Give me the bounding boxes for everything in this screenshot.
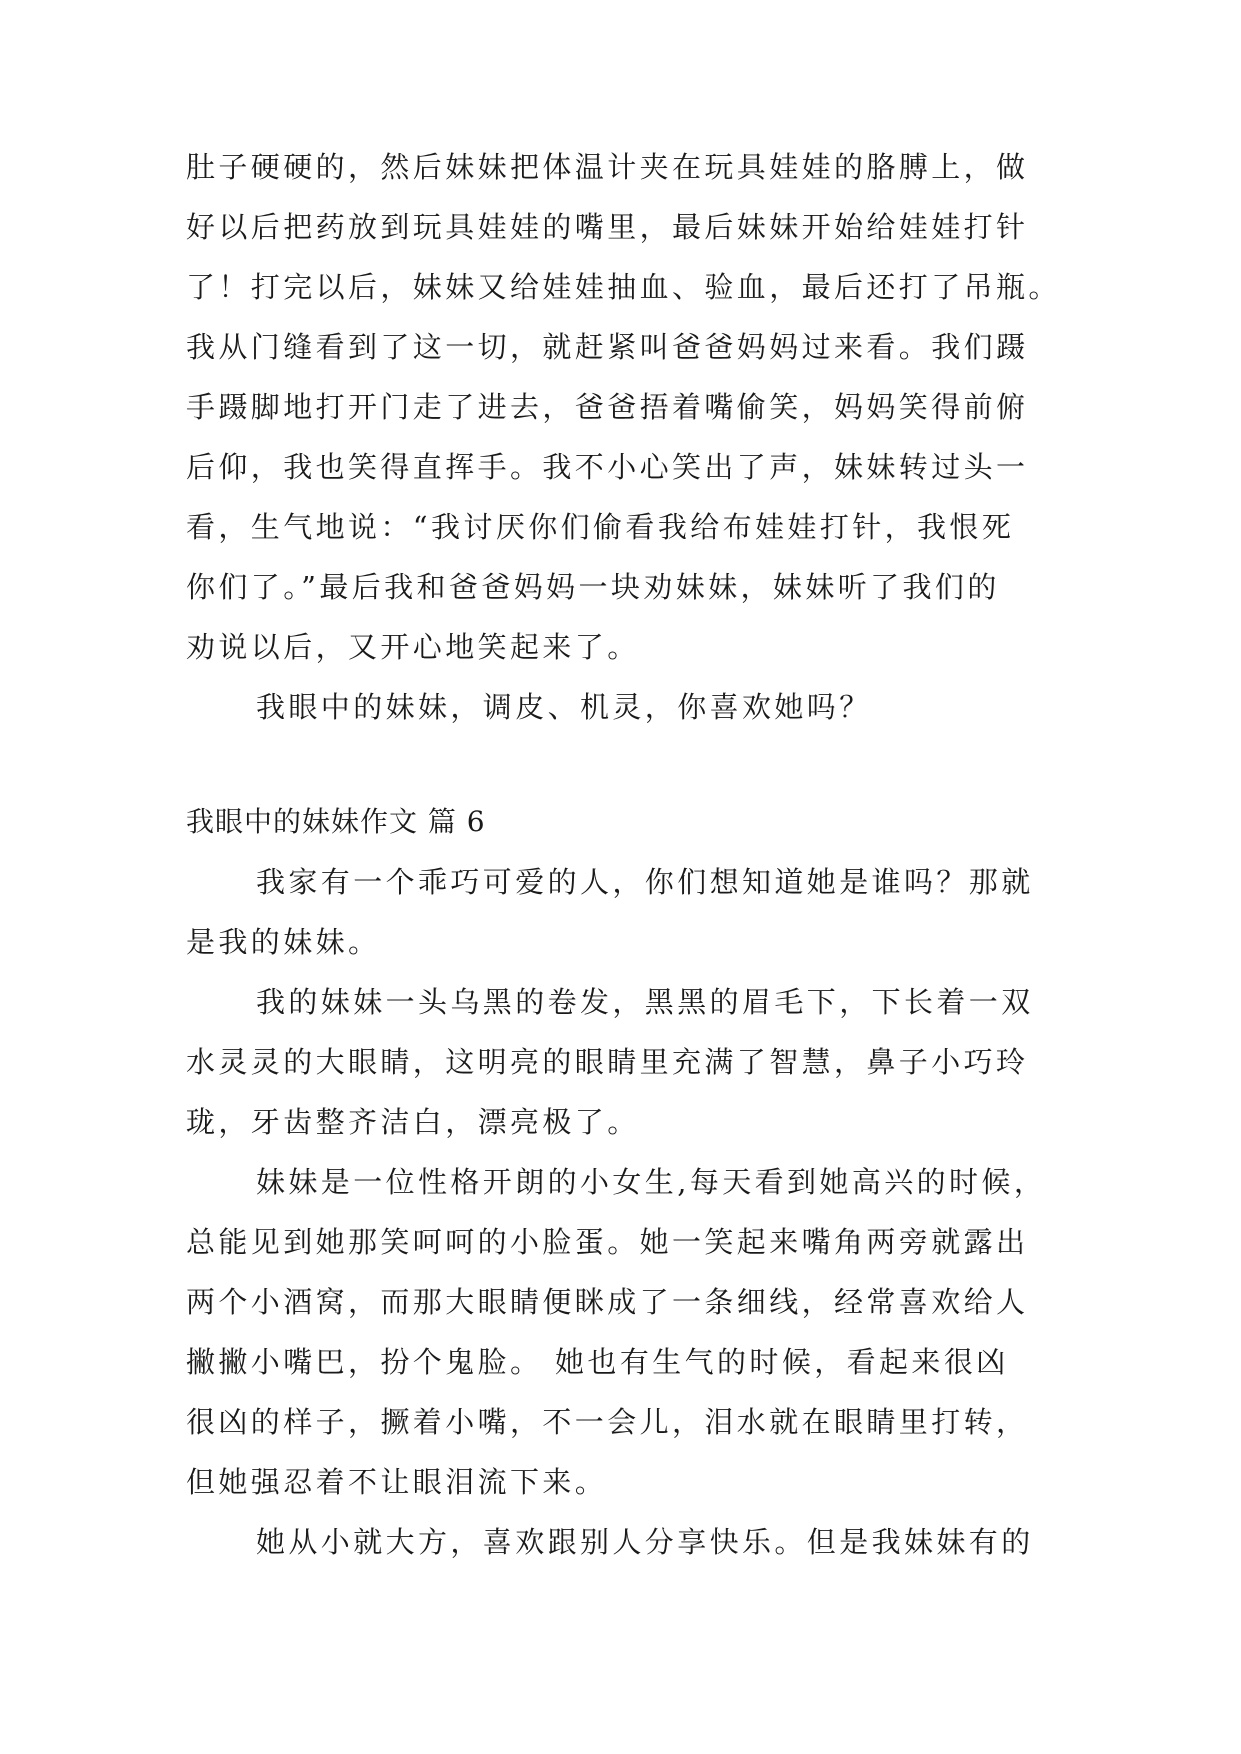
- closing-line: 我眼中的妹妹，调皮、机灵，你喜欢她吗？: [256, 690, 872, 724]
- paragraph-line: 我的妹妹一头乌黑的卷发，黑黑的眉毛下，下长着一双: [256, 985, 1034, 1019]
- paragraph-line: 水灵灵的大眼睛，这明亮的眼睛里充满了智慧，鼻子小巧玲: [186, 1045, 1029, 1079]
- text-line: 看，生气地说：“我讨厌你们偷看我给布娃娃打针，我恨死: [186, 510, 1015, 544]
- text-line: 你们了。”最后我和爸爸妈妈一块劝妹妹，妹妹听了我们的: [186, 570, 1000, 604]
- paragraph-line: 是我的妹妹。: [186, 925, 381, 959]
- paragraph-line: 我家有一个乖巧可爱的人，你们想知道她是谁吗？那就: [256, 865, 1034, 899]
- text-line: 肚子硬硬的，然后妹妹把体温计夹在玩具娃娃的胳膊上，做: [186, 150, 1029, 184]
- paragraph-line: 她从小就大方，喜欢跟别人分享快乐。但是我妹妹有的: [256, 1525, 1034, 1559]
- paragraph-line: 但她强忍着不让眼泪流下来。: [186, 1465, 608, 1499]
- paragraph-line: 总能见到她那笑呵呵的小脸蛋。她一笑起来嘴角两旁就露出: [186, 1225, 1029, 1259]
- paragraph-line: 很凶的样子，撅着小嘴，不一会儿，泪水就在眼睛里打转，: [186, 1405, 1029, 1439]
- text-line: 手蹑脚地打开门走了进去，爸爸捂着嘴偷笑，妈妈笑得前俯: [186, 390, 1029, 424]
- section-heading: 我眼中的妹妹作文 篇 6: [186, 805, 486, 838]
- paragraph-line: 撇撇小嘴巴，扮个鬼脸。 她也有生气的时候，看起来很凶: [186, 1345, 1009, 1379]
- paragraph-line: 妹妹是一位性格开朗的小女生,每天看到她高兴的时候，: [256, 1165, 1047, 1199]
- text-line: 后仰，我也笑得直挥手。我不小心笑出了声，妹妹转过头一: [186, 450, 1029, 484]
- text-line: 劝说以后，又开心地笑起来了。: [186, 630, 640, 664]
- text-line: 好以后把药放到玩具娃娃的嘴里，最后妹妹开始给娃娃打针: [186, 210, 1029, 244]
- paragraph-line: 两个小酒窝，而那大眼睛便眯成了一条细线，经常喜欢给人: [186, 1285, 1029, 1319]
- text-line: 我从门缝看到了这一切，就赶紧叫爸爸妈妈过来看。我们蹑: [186, 330, 1029, 364]
- text-line: 了！打完以后，妹妹又给娃娃抽血、验血，最后还打了吊瓶。: [186, 270, 1061, 304]
- paragraph-line: 珑，牙齿整齐洁白，漂亮极了。: [186, 1105, 640, 1139]
